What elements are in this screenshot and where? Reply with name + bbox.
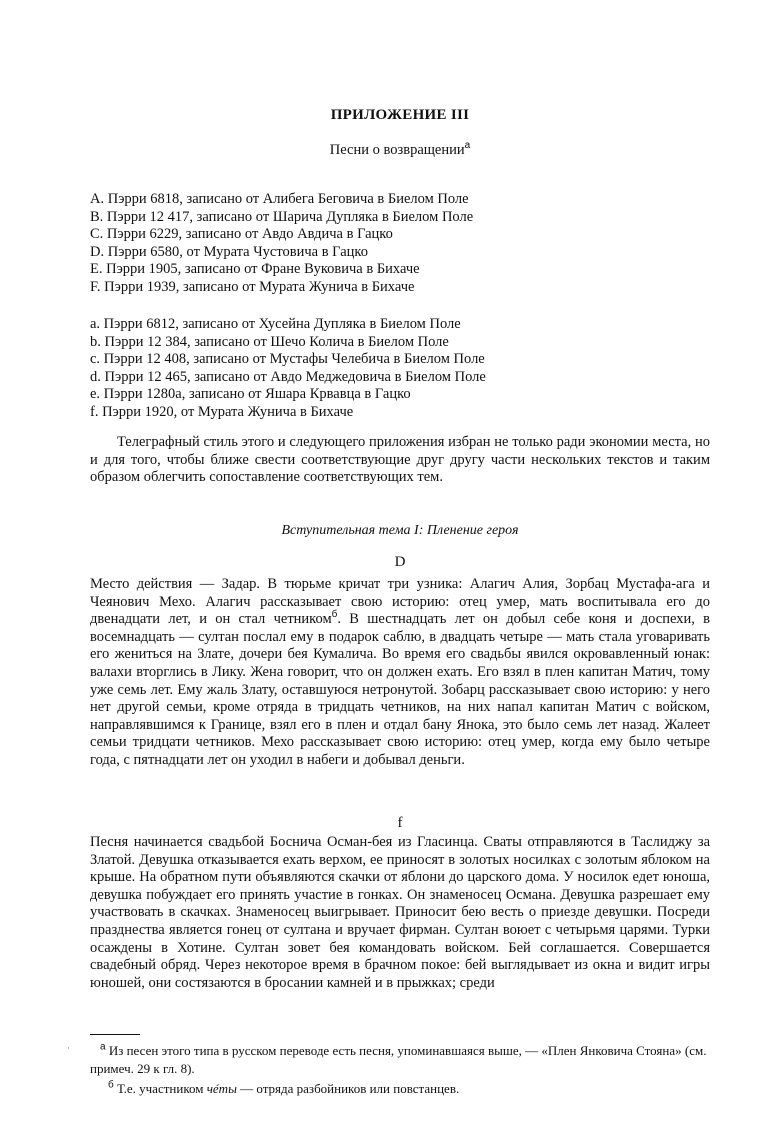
list-item: d. Пэрри 12 465, записано от Авдо Меджедовича в Биелом Поле bbox=[90, 368, 486, 385]
footnote-mark-a: a bbox=[100, 1041, 106, 1053]
footnote-divider bbox=[90, 1034, 140, 1035]
footnote-text: — отряда разбойников или повстанцев. bbox=[236, 1081, 460, 1096]
source-list-lowercase bbox=[90, 316, 486, 422]
list-item: D. Пэрри 6580, от Мурата Чустовича в Гацко bbox=[90, 243, 368, 260]
paragraph-text: Место действия — Задар. В тюрьме кричат три узника: Алагич Алия, Зорбац Мустафа-ага и Чеянович Мехо. Алагич рассказывает свою историю: отец умер, мать воспитывала его до двенадцати лет, и он стал четником bbox=[90, 576, 710, 628]
list-item: E. Пэрри 1905, записано от Фране Вуковича в Бихаче bbox=[90, 261, 420, 278]
page-title: ПРИЛОЖЕНИЕ III bbox=[330, 107, 470, 123]
list-item: A. Пэрри 6818, записано от Алибега Беговича в Биелом Поле bbox=[90, 191, 469, 207]
list-item: e. Пэрри 1280a, записано от Яшара Крвавца в Гацко bbox=[90, 386, 411, 403]
source-list-uppercase bbox=[90, 191, 473, 297]
version-D-paragraph bbox=[90, 576, 710, 770]
page-subtitle bbox=[90, 142, 710, 159]
section-title: Вступительная тема I: Пленение героя bbox=[281, 523, 519, 538]
intro-paragraph: Телеграфный стиль этого и следующего приложения избран не только ради экономии места, но и для того, чтобы ближе свести соответствующие друг другу части нескольких текстов и таким образом облегчить сопоставление соответствующих тем. bbox=[90, 434, 710, 486]
list-item: F. Пэрри 1939, записано от Мурата Жунича в Бихаче bbox=[90, 278, 415, 295]
version-letter-f: f bbox=[397, 815, 403, 831]
subtitle-text: Песни о возвращении bbox=[329, 142, 465, 158]
list-item: B. Пэрри 12 417, записано от Шарича Дупляка в Биелом Поле bbox=[90, 208, 474, 225]
list-item: c. Пэрри 12 408, записано от Мустафы Челебича в Биелом Поле bbox=[90, 351, 485, 368]
footnote-text: Т.е. участником bbox=[113, 1081, 207, 1096]
version-letter-D: D bbox=[394, 554, 406, 570]
footnote-ref-b: б bbox=[331, 609, 338, 621]
footnote-italic-term: чéты bbox=[206, 1081, 237, 1096]
footnote-a bbox=[90, 1042, 710, 1078]
page bbox=[90, 0, 710, 1144]
stray-dot: · bbox=[67, 1043, 70, 1053]
footnote-mark-b: б bbox=[108, 1079, 114, 1091]
list-item: b. Пэрри 12 384, записано от Шечо Колича в Биелом Поле bbox=[90, 333, 449, 350]
footnote-text: Из песен этого типа в русском переводе есть песня, упоминавшаяся выше, — «Плен Янковича Стояна» (см. примеч. 29 к гл. 8). bbox=[90, 1043, 707, 1076]
list-item: a. Пэрри 6812, записано от Хусейна Дупляка в Биелом Поле bbox=[90, 316, 461, 332]
list-item: f. Пэрри 1920, от Мурата Жунича в Бихаче bbox=[90, 403, 354, 420]
version-f-paragraph: Песня начинается свадьбой Боснича Осман-бея из Гласинца. Сваты отправляются в Таслиджу за Златой. Девушка отказывается ехать верхом, ее приносят в золотых носилках с золотым яблоком на крыше. На обратном пути объявляются скачки от яблони до царского дома. У носилок едет юноша, девушка побуждает его принять участие в гонках. Он знаменосец Османа. Девушка разрешает ему участвовать в скачках. Знаменосец выигрывает. Приносит бею весть о приезде девушки. Посреди празднества является гонец от султана и вручает фирман. Султан воюет с четырьмя царями. Турки осаждены в Хотине. Султан зовет бея командовать войском. Бей соглашается. Совершается свадебный обряд. Через некоторое время в брачном покое: бей выглядывает из окна и видит игры юношей, они состязаются в бросании камней и в прыжках; среди bbox=[90, 834, 710, 991]
list-item: C. Пэрри 6229, записано от Авдо Авдича в Гацко bbox=[90, 226, 393, 243]
footnote-ref-a: a bbox=[464, 140, 471, 152]
footnote-b bbox=[90, 1080, 710, 1098]
paragraph-text: . В шестнадцать лет он добыл себе коня и доспехи, в восемнадцать — султан послал ему в подарок саблю, в двадцать четыре — мать стала уговаривать его жениться на Злате, дочери бея Кумалича. Во время его свадьбы явился окровавленный юнак: валахи вторглись в Лику. Жена говорит, что он должен ехать. Его взял в плен капитан Матич, тому уже семь лет. Ему жаль Злату, оставшуюся нетронутой. Зобарц рассказывает свою историю: у него нет другой семьи, кроме отряда в тридцать четников, на них напал капитан Матич с войском, направлявшимся к Границе, взял его в плен и отдал бану Янока, это было семь лет назад. Жалеет семьи тридцати четников. Мехо рассказывает свою историю: отец умер, когда ему было четыре года, с пятнадцати лет он уходил в набеги и добывал деньги. bbox=[90, 611, 711, 768]
